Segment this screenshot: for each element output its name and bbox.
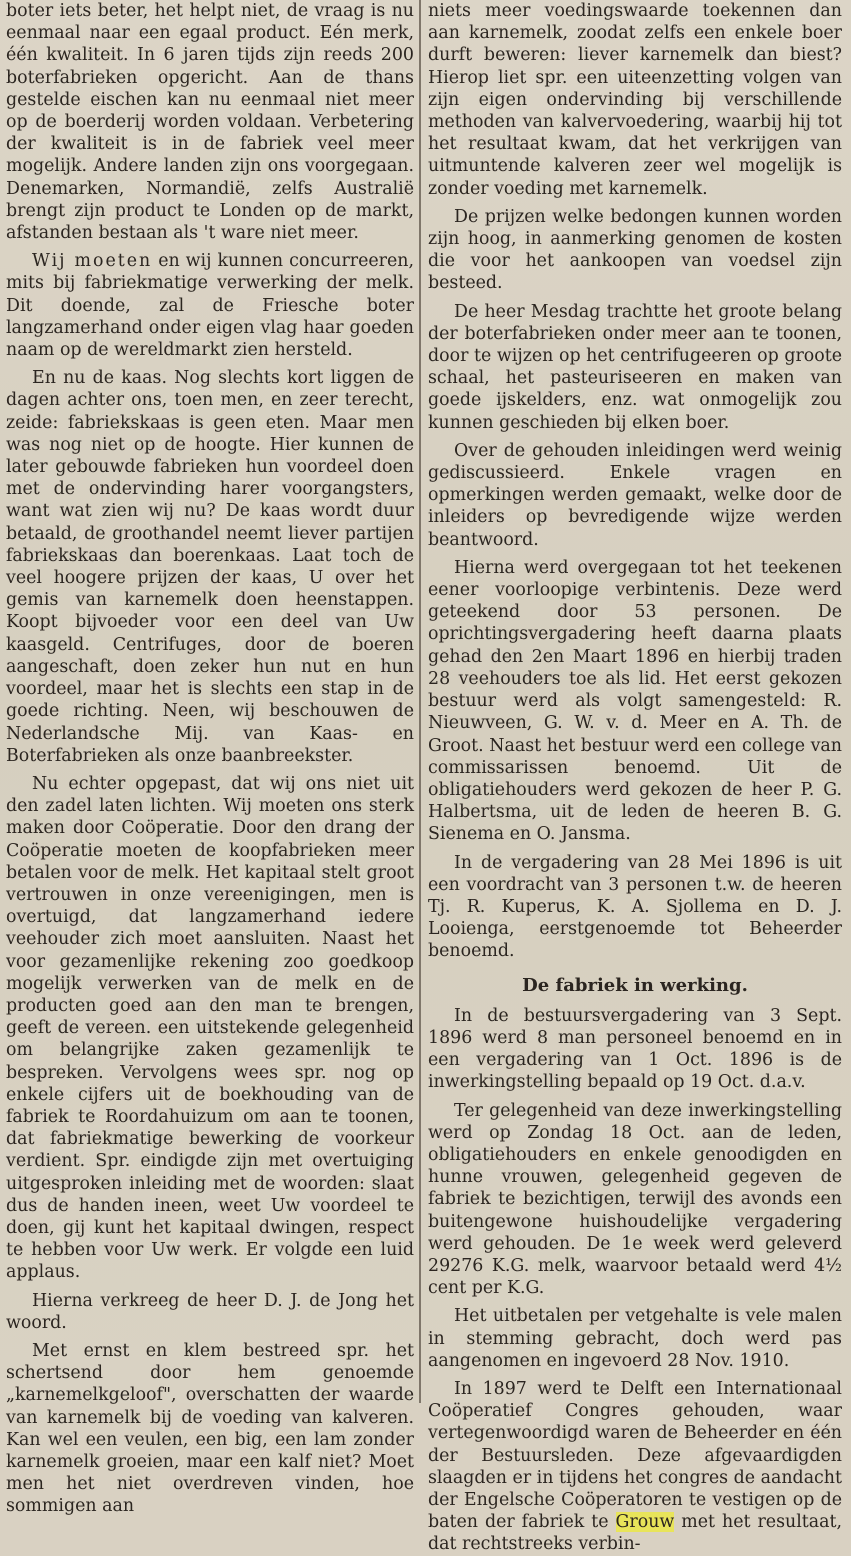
right-paragraph-4: Over de gehouden inleidingen werd weinig gediscussieerd. Enkele vragen en opmerkingen werden gemaakt, welke door de inleiders op bevredigende wijze werden beantwoord. bbox=[428, 440, 842, 550]
right-paragraph-10-start: In 1897 werd te Delft een Internationaal Coöperatief Congres gehouden, waar vertegenwoordigd waren de Beheerder en één der Bestuursleden. Deze afgevaardigden slaagden er in tijdens het congres de aandacht der Engelsche Coöperatoren te vestigen op de baten der fabriek te bbox=[428, 1378, 842, 1533]
left-paragraph-3: En nu de kaas. Nog slechts kort liggen de dagen achter ons, toen men, en zeer terecht, zeide: fabriekskaas is geen eten. Maar men was nog niet op de hoogte. Hier kunnen de later gebouwde fabrieken hun voordeel doen met de ondervinding harer voorgangsters, want wat zien wij nu? De kaas wordt duur betaald, de groothandel neemt liever partijen fabriekskaas dan boerenkaas. Laat toch de veel hoogere prijzen der kaas, U over het gemis van karnemelk doen heenstappen. Koopt bijvoeder voor een deel van Uw kaasgeld. Centrifuges, door de boeren aangeschaft, doen zeker hun nut en hun voordeel, maar het is slechts een stap in de goede richting. Neen, wij beschouwen de Nederlandsche Mij. van Kaas- en Boterfabrieken als onze baanbreekster. bbox=[6, 368, 414, 766]
left-paragraph-2-lead: Wij moeten bbox=[32, 251, 153, 272]
left-paragraph-5: Hierna verkreeg de heer D. J. de Jong het woord. bbox=[6, 1290, 414, 1333]
left-intro-paragraph: boter iets beter, het helpt niet, de vraag is nu eenmaal naar een egaal product. Eén merk, één kwaliteit. In 6 jaren tijds zijn reeds 200 boterfabrieken opgericht. Aan de thans gestelde eischen kan nu eenmaal niet meer op de boerderij worden voldaan. Verbetering der kwaliteit is in de fabriek veel meer mogelijk. Andere landen zijn ons voorgegaan. Denemarken, Normandië, zelfs Australië brengt zijn product te Londen op de markt, afstanden bestaan als 't ware niet meer. bbox=[6, 1, 414, 244]
right-paragraph-8: Ter gelegenheid van deze inwerkingstelling werd op Zondag 18 Oct. aan de leden, obligatiehouders en enkele genoodigden en hunne vrouwen, gelegenheid gegeven de fabriek te bezichtigen, terwijl des avonds een buitengewone huishoudelijke vergadering werd gehouden. De 1e week werd geleverd 29276 K.G. melk, waarvoor betaald werd 4½ cent per K.G. bbox=[428, 1100, 842, 1299]
right-column bbox=[428, 0, 842, 1555]
section-heading: De fabriek in werking. bbox=[522, 974, 748, 996]
right-paragraph-2: De prijzen welke bedongen kunnen worden zijn hoog, in aanmerking genomen de kosten die voor het aankoopen van voedsel zijn besteed. bbox=[428, 206, 842, 294]
right-paragraph-10 bbox=[428, 1378, 842, 1556]
highlighted-search-term: Grouw bbox=[615, 1512, 675, 1533]
right-paragraph-7: In de bestuursvergadering van 3 Sept. 1896 werd 8 man personeel benoemd en in een vergadering van 1 Oct. 1896 is de inwerkingstelling bepaald op 19 Oct. d.a.v. bbox=[428, 1005, 842, 1093]
left-paragraph-6: Met ernst en klem bestreed spr. het schertsend door hem genoemde „karnemelkgeloof", overschatten der waarde van karnemelk bij de voeding van kalveren. Kan wel een veulen, een big, een lam zonder karnemelk groeien, maar een kalf niet? Moet men het niet overdreven vinden, hoe sommigen aan bbox=[6, 1340, 414, 1517]
left-paragraph-4: Nu echter opgepast, dat wij ons niet uit den zadel laten lichten. Wij moeten ons sterk maken door Coöperatie. Door den drang der Coöperatie moeten de koopfabrieken meer betalen voor de melk. Het kapitaal stelt groot vertrouwen in onze vereenigingen, men is overtuigd, dat langzamerhand iedere veehouder zich moet aansluiten. Naast het voor gezamenlijke rekening zoo goedkoop mogelijk verwerken van de melk en de producten goed aan den man te brengen, geeft de vereen. een uitstekende gelegenheid om belangrijke zaken gezamenlijk te bespreken. Vervolgens wees spr. nog op enkele cijfers uit de boekhouding van de fabriek te Roordahuizum om aan te toonen, dat fabriekmatige bewerking de voorkeur verdient. Spr. eindigde zijn met overtuiging uitgesproken inleiding met de woorden: slaat dus de handen ineen, weet Uw voordeel te doen, gij kunt het kapitaal dwingen, respect te hebben voor Uw werk. Er volgde een luid applaus. bbox=[6, 773, 414, 1283]
right-paragraph-1: niets meer voedingswaarde toekennen dan aan karnemelk, zoodat zelfs een enkele boer durft beweren: liever karnemelk dan biest? Hierop liet spr. een uiteenzetting volgen van zijn eigen ondervinding bij verschillende methoden van kalvervoedering, waarbij hij tot het resultaat kwam, dat het verkrijgen van uitmuntende kalveren zeer wel mogelijk is zonder voeding met karnemelk. bbox=[428, 1, 842, 199]
right-paragraph-6: In de vergadering van 28 Mei 1896 is uit een voordracht van 3 personen t.w. de heeren Tj. R. Kuperus, K. A. Sjollema en D. J. Looienga, eerstgenoemde tot Beheerder benoemd. bbox=[428, 852, 842, 962]
column-divider bbox=[419, 0, 421, 1403]
left-column bbox=[6, 0, 414, 1517]
right-paragraph-9: Het uitbetalen per vetgehalte is vele malen in stemming gebracht, doch werd pas aangenomen en ingevoerd 28 Nov. 1910. bbox=[428, 1306, 842, 1371]
right-paragraph-5: Hierna werd overgegaan tot het teekenen eener voorloopige verbintenis. Deze werd geteekend door 53 personen. De oprichtingsvergadering heeft daarna plaats gehad den 2en Maart 1896 en hierbij traden 28 veehouders toe als lid. Het eerst gekozen bestuur werd als volgt samengesteld: R. Nieuwveen, G. W. v. d. Meer en A. Th. de Groot. Naast het bestuur werd een college van commissarissen benoemd. Uit de obligatiehouders werd gekozen de heer P. G. Halbertsma, uit de leden de heeren B. G. Sienema en O. Jansma. bbox=[428, 557, 842, 845]
right-paragraph-10-end: met het resultaat, dat rechtstreeks verbin- bbox=[428, 1512, 842, 1555]
left-paragraph-2-rest: en wij kunnen concurreeren, mits bij fabriekmatige verwerking der melk. Dit doende, zal de Friesche boter langzamerhand onder eigen vlag haar goeden naam op de wereldmarkt zien hersteld. bbox=[6, 251, 414, 361]
left-paragraph-2 bbox=[6, 250, 414, 361]
right-paragraph-3: De heer Mesdag trachtte het groote belang der boterfabrieken onder meer aan te toonen, door te wijzen op het centrifugeeren op groote schaal, het pasteuriseeren en maken van goede ijskelders, enz. wat onmogelijk zou kunnen geschieden bij elken boer. bbox=[428, 301, 842, 433]
